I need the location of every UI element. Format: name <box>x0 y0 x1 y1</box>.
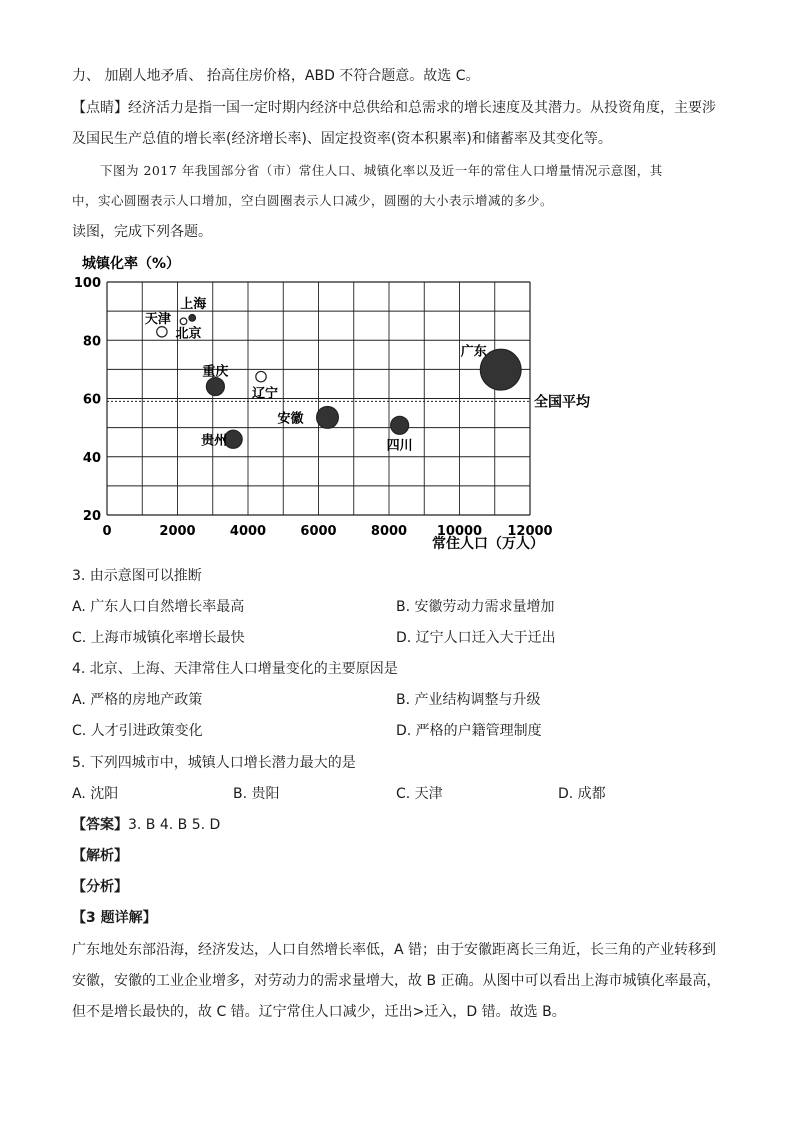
detail-heading: 【3 题详解】 <box>72 910 157 926</box>
point-label: 重庆 <box>202 364 229 380</box>
x-tick-label: 2000 <box>159 524 196 539</box>
q5-option-d: D. 成都 <box>558 786 606 802</box>
q4-option-b: B. 产业结构调整与升级 <box>396 692 541 708</box>
detail-line-1: 广东地处东部沿海，经济发达，人口自然增长率低，A 错；由于安徽距离长三角近，长三角的产业转移到 <box>72 942 717 958</box>
q5-option-b: B. 贵阳 <box>233 786 280 802</box>
fenxi-heading: 【分析】 <box>72 879 128 895</box>
dianjing-line-2: 及国民生产总值的增长率(经济增长率)、固定投资率(资本积累率)和储蓄率及其变化等。 <box>72 131 612 147</box>
point-重庆 <box>206 378 224 396</box>
q4-option-d: D. 严格的户籍管理制度 <box>396 723 542 739</box>
detail-line-2: 安徽，安徽的工业企业增多，对劳动力的需求量增大，故 B 正确。从图中可以看出上海市城镇化率最高， <box>72 973 721 989</box>
x-tick-label: 6000 <box>300 524 337 539</box>
y-axis-label: 城镇化率（%） <box>82 256 181 272</box>
text-line-1: 力、 加剧人地矛盾、 抬高住房价格，ABD 不符合题意。故选 C。 <box>72 68 480 84</box>
point-北京 <box>180 318 187 325</box>
y-tick-label: 80 <box>82 334 101 350</box>
q5-option-a: A. 沈阳 <box>72 786 119 802</box>
point-label: 安徽 <box>277 411 304 427</box>
q4-stem: 4. 北京、上海、天津常住人口增量变化的主要原因是 <box>72 661 398 677</box>
q3-option-d: D. 辽宁人口迁入大于迁出 <box>396 630 556 646</box>
point-四川 <box>391 416 409 434</box>
intro-line-1: 下图为 2017 年我国部分省（市）常住人口、城镇化率以及近一年的常住人口增量情况示意图，其 <box>100 163 663 178</box>
point-上海 <box>189 315 196 322</box>
q4-option-a: A. 严格的房地产政策 <box>72 692 203 708</box>
y-tick-label: 60 <box>82 392 101 408</box>
x-tick-label: 8000 <box>370 524 408 539</box>
point-label: 广东 <box>460 344 487 360</box>
intro-line-2: 中，实心圆圈表示人口增加，空白圆圈表示人口减少，圆圈的大小表示增减的多少。 <box>72 193 554 208</box>
x-tick-label: 0 <box>102 524 112 539</box>
answer-line <box>72 815 220 835</box>
point-label: 辽宁 <box>251 386 279 402</box>
point-label: 四川 <box>386 438 413 454</box>
point-label: 北京 <box>175 326 202 342</box>
y-tick-label: 40 <box>82 450 101 466</box>
y-tick-label: 20 <box>82 509 101 524</box>
q3-stem: 3. 由示意图可以推断 <box>72 568 202 584</box>
q5-stem: 5. 下列四城市中，城镇人口增长潜力最大的是 <box>72 755 356 771</box>
q3-option-c: C. 上海市城镇化率增长最快 <box>72 630 245 646</box>
point-安徽 <box>317 407 339 429</box>
detail-line-3: 但不是增长最快的，故 C 错。辽宁常住人口减少，迁出>迁入，D 错。故选 B。 <box>72 1004 566 1020</box>
q5-option-c: C. 天津 <box>396 786 443 802</box>
q4-option-c: C. 人才引进政策变化 <box>72 723 203 739</box>
instruction-line: 读图，完成下列各题。 <box>72 224 212 240</box>
average-line-group <box>107 393 591 410</box>
x-tick-label: 10000 <box>436 524 483 539</box>
bubble-chart <box>60 250 620 555</box>
answer-key: 【答案】 <box>72 817 128 833</box>
x-axis-label: 常住人口（万人） <box>432 536 544 552</box>
x-tick-label: 4000 <box>229 524 267 539</box>
chart-points <box>145 296 521 453</box>
point-天津 <box>157 327 167 337</box>
point-label: 上海 <box>180 296 207 312</box>
point-label: 贵州 <box>201 433 228 449</box>
dianjing-line: 【点睛】经济活力是指一国一定时期内经济中总供给和总需求的增长速度及其潜力。从投资角度，主要涉 <box>72 100 716 116</box>
y-tick-label: 100 <box>73 276 101 291</box>
jiexi-heading: 【解析】 <box>72 848 128 864</box>
q3-option-b: B. 安徽劳动力需求量增加 <box>396 599 555 615</box>
point-辽宁 <box>256 371 266 381</box>
average-line-label: 全国平均 <box>534 394 590 411</box>
x-tick-label: 12000 <box>507 524 553 539</box>
answer-value: 3. B 4. B 5. D <box>128 817 221 833</box>
q3-option-a: A. 广东人口自然增长率最高 <box>72 599 245 615</box>
point-label: 天津 <box>144 311 171 327</box>
